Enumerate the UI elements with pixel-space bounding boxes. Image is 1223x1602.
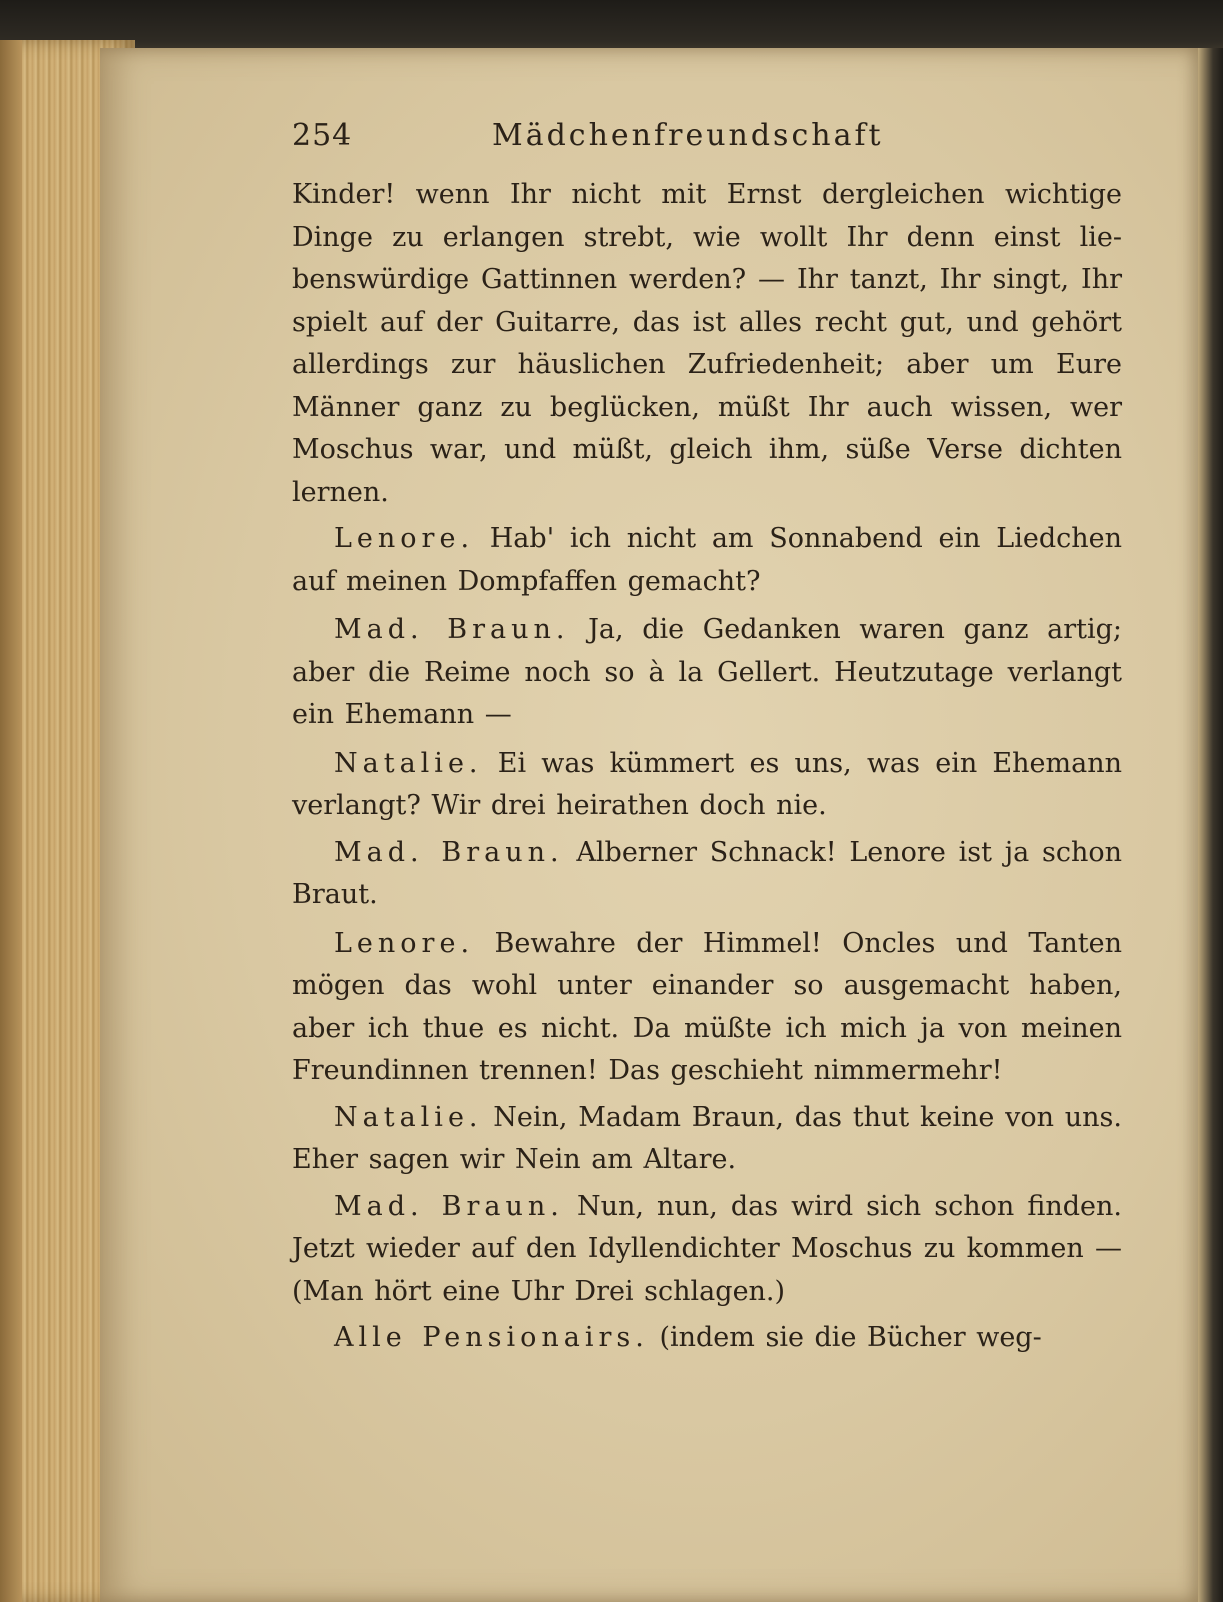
speaker-name: Alle Pensionairs. [334,1322,649,1353]
dialogue-text: Nun, nun, das wird sich schon finden. Jetzt wieder auf den Idyllendichter Moschus zu kommen — (Man hört eine Uhr Drei schlagen.) [292,1190,1122,1307]
speaker-name: Lenore. [334,927,475,959]
dialogue-text: Alberner Schnack! Lenore ist ja schon Braut. [292,836,1122,910]
paragraph-text: Kinder! wenn Ihr nicht mit Ernst dergleichen wichtige Dinge zu erlangen strebt, wie wollt Ihr denn einst liebenswürdige Gattinnen werden? — Ihr tanzt, Ihr singt, Ihr spielt auf der Guitarre, das ist alles recht gut, und gehört allerdings zur häuslichen Zufriedenheit; aber um Eure Männer ganz zu beglücken, müßt Ihr auch wissen, wer Moschus war, und müßt, gleich ihm, süße Verse dichten lernen. [292,179,1122,508]
page-header [292,118,1122,174]
dialogue-paragraph [292,923,1122,1093]
dialogue-paragraph [292,1186,1122,1314]
dialogue-text: Bewahre der Himmel! Oncles und Tanten mögen das wohl unter einander so ausgemacht haben, aber ich thue es nicht. Da müßte ich mich ja von meinen Freundinnen trennen! Das geschieht nimmermehr! [292,927,1122,1086]
dialogue-paragraph [292,832,1122,917]
paragraph-continuation [292,174,1122,514]
dialogue-paragraph [292,743,1122,828]
dialogue-paragraph [292,1097,1122,1182]
dialogue-text: Hab' ich nicht am Sonnabend ein Liedchen auf meinen Dompfaffen gemacht? [292,523,1122,597]
dialogue-text: (indem sie die Bücher weg- [659,1322,1042,1353]
page-text-block [292,118,1122,1360]
dialogue-text: Nein, Madam Braun, das thut keine von uns. Eher sagen wir Nein am Altare. [292,1101,1122,1175]
dialogue-text: Ja, die Gedanken waren ganz artig; aber die Reime noch so à la Gellert. Heutzutage verlangt ein Ehemann — [292,614,1122,730]
speaker-name: Mad. Braun. [334,614,570,645]
speaker-name: Natalie. [334,747,483,779]
dialogue-text: Ei was kümmert es uns, was ein Ehemann verlangt? Wir drei heirathen doch nie. [292,747,1122,821]
dialogue-paragraph [292,609,1122,737]
speaker-name: Mad. Braun. [334,836,564,868]
speaker-name: Natalie. [334,1101,483,1133]
page-number: 254 [292,118,353,153]
speaker-name: Mad. Braun. [334,1190,564,1222]
speaker-name: Lenore. [334,523,475,554]
dialogue-paragraph [292,518,1122,603]
running-title: Mädchenfreundschaft [492,118,884,153]
dialogue-paragraph [292,1317,1122,1360]
page-gutter-shadow [1198,48,1223,1602]
